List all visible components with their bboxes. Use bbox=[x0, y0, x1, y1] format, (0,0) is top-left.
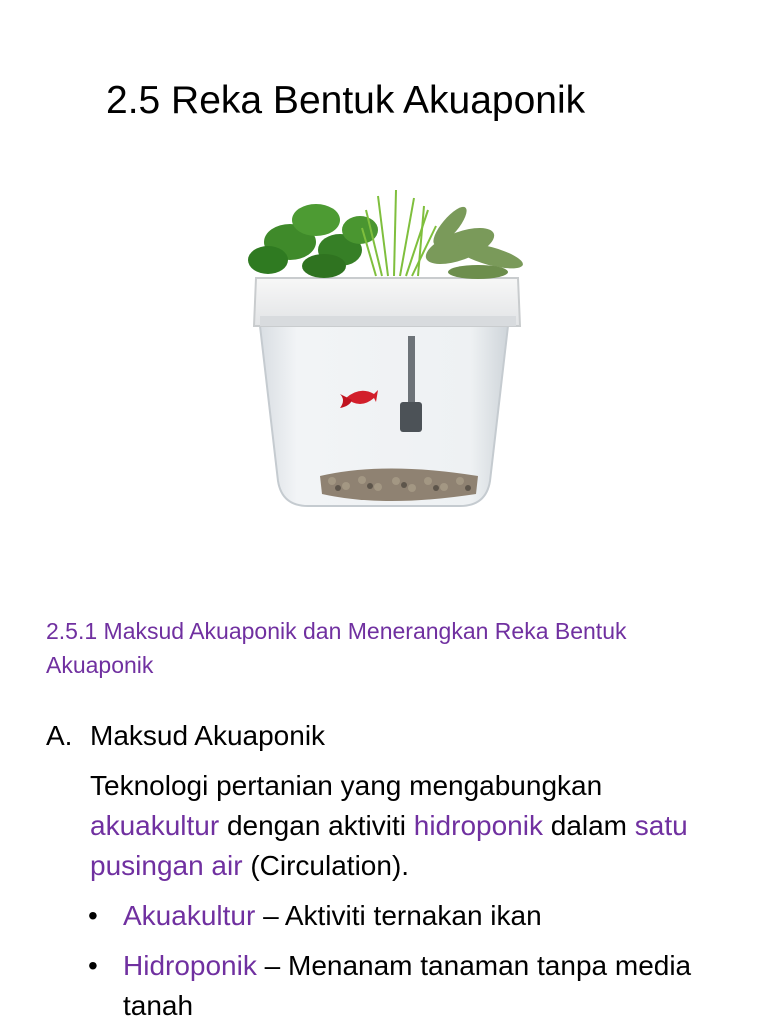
bullet-content bbox=[123, 896, 723, 936]
section-heading bbox=[46, 716, 325, 756]
paragraph-text: Teknologi pertanian yang mengabungkan bbox=[90, 770, 603, 801]
highlight-term: hidroponik bbox=[413, 810, 543, 841]
bullet-icon: • bbox=[88, 950, 98, 981]
highlight-term: akuakultur bbox=[90, 810, 220, 841]
section-subheading: 2.5.1 Maksud Akuaponik dan Menerangkan Reka Bentuk Akuaponik bbox=[46, 618, 627, 678]
bullet-icon: • bbox=[88, 900, 98, 931]
aquaponics-tank-illustration bbox=[228, 176, 540, 516]
highlight-term: satu pusingan air bbox=[90, 810, 688, 881]
paragraph-text: (Circulation). bbox=[242, 850, 410, 881]
paragraph-text: dengan aktiviti bbox=[219, 810, 414, 841]
paragraph-text: dalam bbox=[542, 810, 635, 841]
bullet-content bbox=[123, 946, 723, 1026]
section-heading-text: Maksud Akuaponik bbox=[90, 720, 326, 751]
bullet-term: Akuakultur bbox=[123, 900, 256, 931]
definition-paragraph bbox=[90, 766, 730, 886]
slide-title: 2.5 Reka Bentuk Akuaponik bbox=[106, 79, 586, 122]
bullet-text: – Menanam tanaman tanpa media tanah bbox=[123, 950, 692, 1021]
list-marker: A. bbox=[46, 720, 73, 751]
bullet-text: – Aktiviti ternakan ikan bbox=[255, 900, 542, 931]
bullet-term: Hidroponik bbox=[123, 950, 257, 981]
